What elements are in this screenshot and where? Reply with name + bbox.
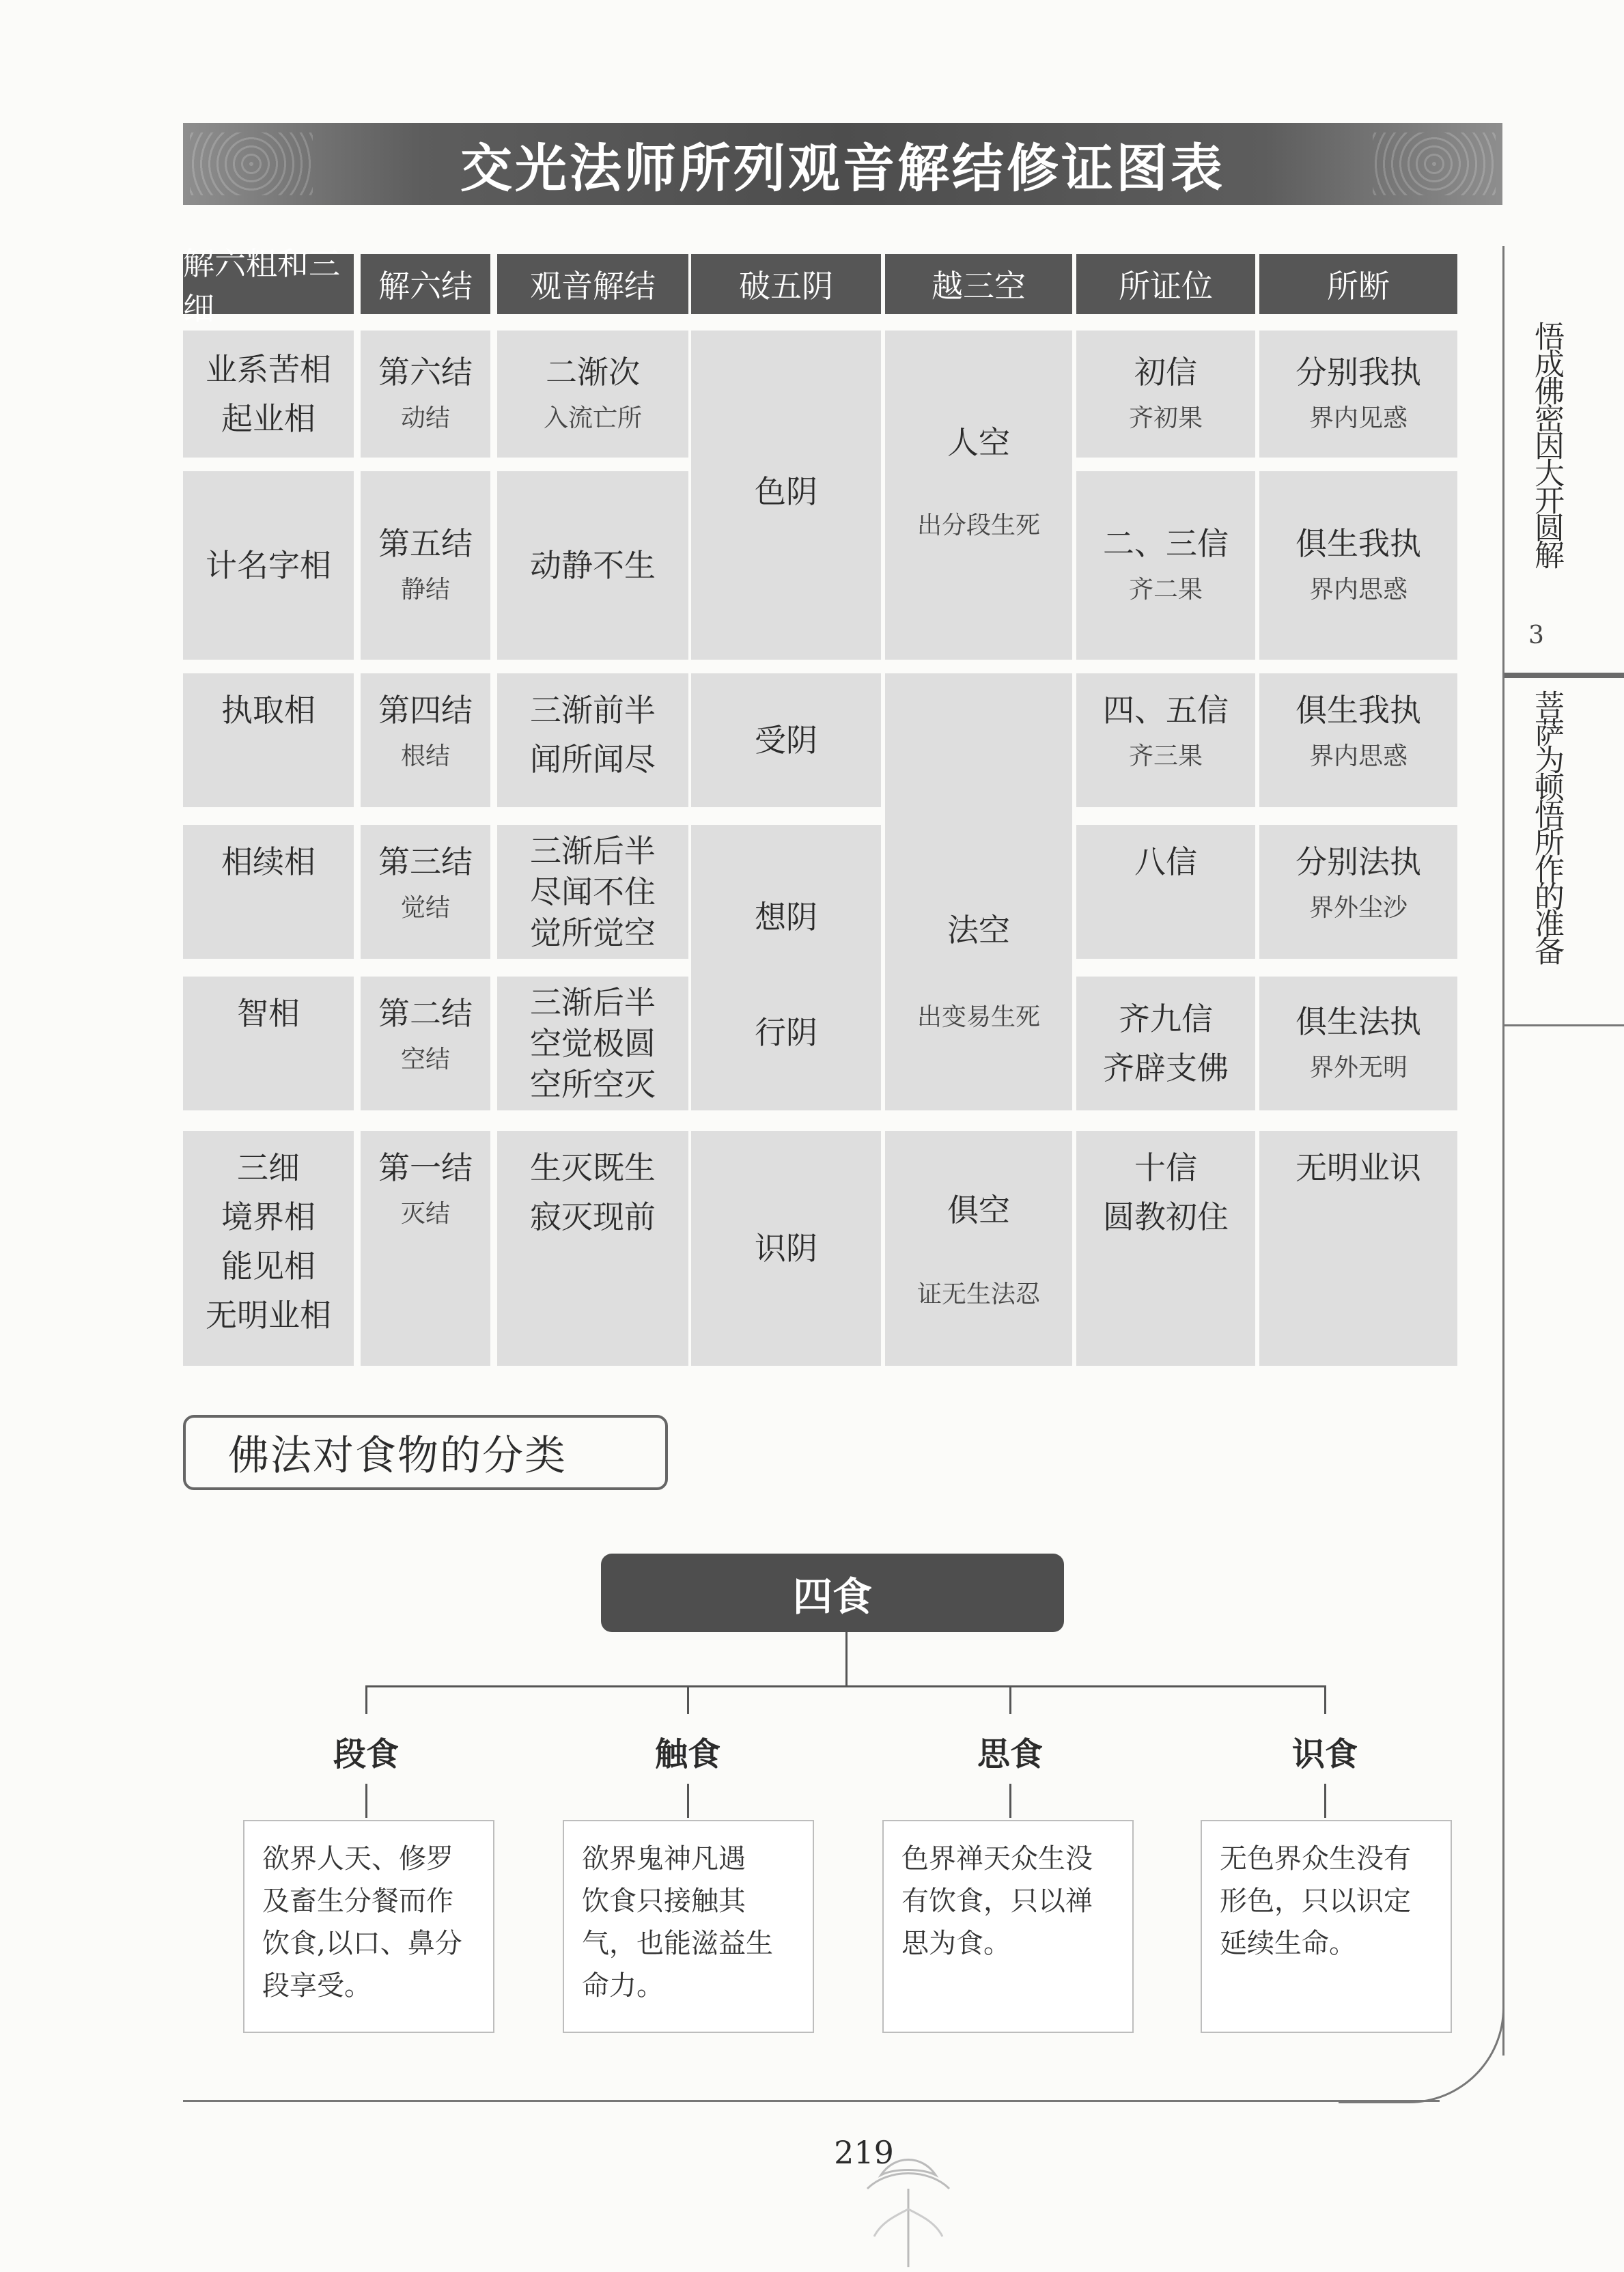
tree-connector [365, 1784, 367, 1818]
desc-line: 延续生命。 [1220, 1928, 1356, 1959]
desc-line: 气，也能滋益生 [582, 1928, 773, 1959]
desc-line: 形色，只以识定 [1220, 1885, 1411, 1917]
cell-text: 俱空 [947, 1192, 1010, 1229]
cell-text: 三细 [237, 1149, 300, 1186]
cell-text: 十信 [1134, 1149, 1197, 1186]
cell-text: 第六结 [378, 354, 473, 391]
cell-text: 三渐后半 [530, 984, 656, 1021]
tree-node-segmented-food: 段食 [333, 1735, 399, 1773]
tree-connector [365, 1685, 367, 1714]
cell-text: 齐九信 [1119, 1000, 1213, 1037]
cell-text: 第四结 [378, 692, 473, 729]
table-cell [361, 1131, 490, 1366]
tree-connector [845, 1632, 848, 1687]
cell-subtext: 静结 [400, 576, 450, 604]
desc-line: 无色界众生没有 [1220, 1843, 1411, 1875]
desc-line: 及畜生分餐而作 [262, 1885, 453, 1917]
cell-text: 想阴 [755, 898, 817, 936]
cell-text: 分别法执 [1296, 843, 1421, 880]
table-cell [497, 331, 688, 458]
page-number: 219 [834, 2134, 894, 2171]
tree-node-contact-food: 触食 [654, 1735, 720, 1773]
cell-subtext: 界外无明 [1308, 1054, 1408, 1082]
cell-subtext: 齐二果 [1128, 576, 1203, 604]
table-cell [183, 825, 354, 959]
page-title: 交光法师所列观音解结修证图表 [460, 137, 1225, 199]
table-cell [361, 673, 490, 807]
table-header-skandhas: 破五阴 [691, 254, 881, 314]
cell-text: 识阴 [755, 1230, 817, 1267]
cell-text: 空觉极圆 [530, 1025, 656, 1062]
cell-subtext: 界内思惑 [1308, 576, 1408, 604]
sidebar-chapter-title: 悟成佛密因大开圆解 [1529, 321, 1564, 567]
corner-curve [1339, 1926, 1504, 2103]
table-cell [1259, 331, 1457, 458]
cell-subtext: 入流亡所 [543, 404, 642, 432]
table-cell [497, 825, 688, 959]
table-cell [1076, 1131, 1255, 1366]
tree-connector [1009, 1685, 1011, 1714]
cell-text: 起业相 [221, 400, 316, 437]
table-cell [361, 331, 490, 458]
table-header-cut: 所断 [1259, 254, 1457, 314]
table-header-guanyin: 观音解结 [497, 254, 688, 314]
cell-subtext: 出变易生死 [916, 1003, 1040, 1031]
table-cell [361, 825, 490, 959]
cell-subtext: 界内思惑 [1308, 742, 1408, 770]
sidebar-divider [1504, 1024, 1624, 1026]
table-header-coarse-fine: 解六粗和三细 [183, 254, 354, 314]
cell-subtext: 觉结 [400, 894, 450, 922]
cell-text: 觉所觉空 [530, 914, 656, 951]
desc-line: 饮食,以口、鼻分 [262, 1928, 462, 1959]
title-banner [183, 123, 1502, 205]
table-cell [1076, 673, 1255, 807]
table-cell-emptiness-self [885, 331, 1072, 660]
tree-node-consciousness-food: 识食 [1291, 1735, 1358, 1773]
sidebar-section-title: 菩萨为顿悟所作的准备 [1529, 690, 1564, 963]
cell-text: 智相 [237, 995, 300, 1032]
desc-line: 思为食。 [901, 1928, 1011, 1959]
cell-subtext: 根结 [400, 742, 450, 770]
cell-subtext: 空结 [400, 1046, 450, 1074]
tree-connector [687, 1685, 689, 1714]
table-cell-skandha-feeling [691, 673, 881, 807]
cell-text: 圆教初住 [1103, 1198, 1229, 1235]
table-cell [497, 673, 688, 807]
cell-text: 无明业识 [1296, 1149, 1421, 1186]
table-cell [1076, 331, 1255, 458]
cell-text: 俱生我执 [1296, 525, 1421, 562]
cell-text: 动静不生 [530, 547, 656, 584]
tree-connector [687, 1784, 689, 1818]
cell-text: 行阴 [755, 1013, 817, 1051]
table-cell [1076, 471, 1255, 660]
table-header-stage: 所证位 [1076, 254, 1255, 314]
cell-text: 法空 [947, 912, 1010, 949]
cell-text: 生灭既生 [530, 1149, 656, 1186]
table-cell [497, 471, 688, 660]
table-header-knots: 解六结 [361, 254, 490, 314]
tree-desc-box [563, 1820, 814, 2033]
table-cell [183, 673, 354, 807]
cell-text: 执取相 [221, 692, 316, 729]
cell-text: 境界相 [221, 1198, 316, 1235]
table-cell [1076, 977, 1255, 1110]
table-cell-skandha-consciousness [691, 1131, 881, 1366]
side-rule [1502, 246, 1504, 2056]
table-cell [361, 471, 490, 660]
table-cell [183, 1131, 354, 1366]
bottom-rule [183, 2100, 1440, 2102]
tree-desc-box [882, 1820, 1134, 2033]
cell-text: 色阴 [755, 473, 817, 510]
section-heading: 佛法对食物的分类 [183, 1415, 668, 1490]
sidebar-chapter-number: 3 [1528, 621, 1544, 649]
desc-line: 色界禅天众生没 [901, 1843, 1093, 1875]
cell-text: 闻所闻尽 [530, 741, 656, 778]
table-cell [1076, 825, 1255, 959]
desc-line: 段享受。 [262, 1970, 372, 2002]
cell-text: 俱生法执 [1296, 1003, 1421, 1040]
tree-connector [1324, 1784, 1326, 1818]
table-cell [183, 331, 354, 458]
tree-node-thought-food: 思食 [977, 1735, 1043, 1773]
table-cell [1259, 1131, 1457, 1366]
cell-text: 八信 [1134, 843, 1197, 880]
cell-text: 第二结 [378, 995, 473, 1032]
table-cell [497, 977, 688, 1110]
cell-subtext: 界内见惑 [1308, 404, 1408, 432]
cell-text: 四、五信 [1103, 692, 1229, 729]
cell-subtext: 证无生法忍 [916, 1280, 1040, 1308]
cell-text: 分别我执 [1296, 354, 1421, 391]
cell-text: 能见相 [221, 1248, 316, 1285]
desc-line: 有饮食，只以禅 [901, 1885, 1093, 1917]
cell-subtext: 动结 [400, 404, 450, 432]
cell-text: 二渐次 [546, 354, 640, 391]
lotus-flower-icon [840, 2148, 977, 2271]
table-cell-skandha-form [691, 331, 881, 660]
table-cell [1259, 825, 1457, 959]
cell-text: 相续相 [221, 843, 316, 880]
tree-desc-box [243, 1820, 494, 2033]
tree-connector [1324, 1685, 1326, 1714]
table-cell-skandha-perception-formation [691, 825, 881, 1110]
desc-line: 饮食只接触其 [582, 1885, 746, 1917]
cell-text: 寂灭现前 [530, 1198, 656, 1235]
cell-text: 齐辟支佛 [1103, 1050, 1229, 1086]
desc-line: 欲界人天、修罗 [262, 1843, 453, 1875]
table-header-emptiness: 越三空 [885, 254, 1072, 314]
cell-text: 俱生我执 [1296, 692, 1421, 729]
table-cell [183, 977, 354, 1110]
table-cell-emptiness-both [885, 1131, 1072, 1366]
sidebar-divider [1504, 673, 1624, 678]
tree-connector [365, 1685, 1326, 1687]
tree-connector [1009, 1784, 1011, 1818]
cell-text: 三渐前半 [530, 692, 656, 729]
cell-text: 空所空灭 [530, 1066, 656, 1103]
table-cell [1259, 673, 1457, 807]
table-cell [497, 1131, 688, 1366]
cell-subtext: 灭结 [400, 1200, 450, 1228]
cell-subtext: 界外尘沙 [1308, 894, 1408, 922]
cell-text: 第三结 [378, 843, 473, 880]
table-cell [183, 471, 354, 660]
cell-subtext: 出分段生死 [916, 511, 1040, 539]
desc-line: 命力。 [582, 1970, 664, 2002]
cell-text: 二、三信 [1103, 525, 1229, 562]
cell-text: 第一结 [378, 1149, 473, 1186]
cell-text: 计名字相 [206, 547, 331, 584]
cell-text: 三渐后半 [530, 832, 656, 869]
table-cell [1259, 471, 1457, 660]
cell-text: 人空 [947, 424, 1010, 461]
cell-text: 无明业相 [206, 1297, 331, 1334]
cell-text: 受阴 [755, 722, 817, 759]
table-cell-emptiness-dharma [885, 673, 1072, 1110]
table-cell [361, 977, 490, 1110]
cell-text: 第五结 [378, 525, 473, 562]
cell-subtext: 齐初果 [1128, 404, 1203, 432]
cell-text: 尽闻不住 [530, 873, 656, 910]
table-cell [1259, 977, 1457, 1110]
cell-text: 业系苦相 [206, 351, 331, 388]
desc-line: 欲界鬼神凡遇 [582, 1843, 746, 1875]
tree-root-node: 四食 [601, 1554, 1064, 1632]
cell-text: 初信 [1134, 354, 1197, 391]
cell-subtext: 齐三果 [1128, 742, 1203, 770]
